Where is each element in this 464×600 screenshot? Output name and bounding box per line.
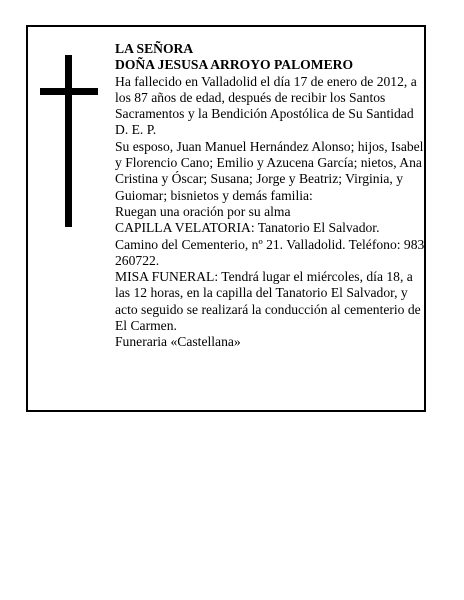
wake-chapel-info: CAPILLA VELATORIA: Tanatorio El Salvador. Camino del Cementerio, nº 21. Valladolid. Teléfono: 983 260722.: [115, 220, 425, 268]
notice-heading: LA SEÑORA: [115, 41, 194, 56]
cross-horizontal-bar: [40, 88, 98, 95]
cross-icon: [40, 55, 98, 227]
family-list: Su esposo, Juan Manuel Hernández Alonso; hijos, Isabel y Florencio Cano; Emilio y Azucena García; nietos, Ana Cristina y Óscar; Susana; Jorge y Beatriz; Virginia, y Guiomar; bisnietos y demás familia:: [115, 138, 424, 203]
cross-vertical-bar: [65, 55, 72, 227]
funeral-mass-info: MISA FUNERAL: Tendrá lugar el miércoles, día 18, a las 12 horas, en la capilla del Tanatorio El Salvador, y acto seguido se realizará la conducción al cementerio de El Carmen.: [115, 269, 421, 334]
funeral-home: Funeraria «Castellana»: [115, 334, 241, 350]
death-announcement: Ha fallecido en Valladolid el día 17 de enero de 2012, a los 87 años de edad, después de recibir los Santos Sacramentos y la Bendición Apostólica de Su Santidad D. E. P.: [115, 73, 417, 138]
prayer-request: Ruegan una oración por su alma: [115, 203, 291, 219]
obituary-notice: [26, 25, 426, 412]
notice-text: [115, 41, 425, 351]
deceased-name: DOÑA JESUSA ARROYO PALOMERO: [115, 57, 354, 73]
